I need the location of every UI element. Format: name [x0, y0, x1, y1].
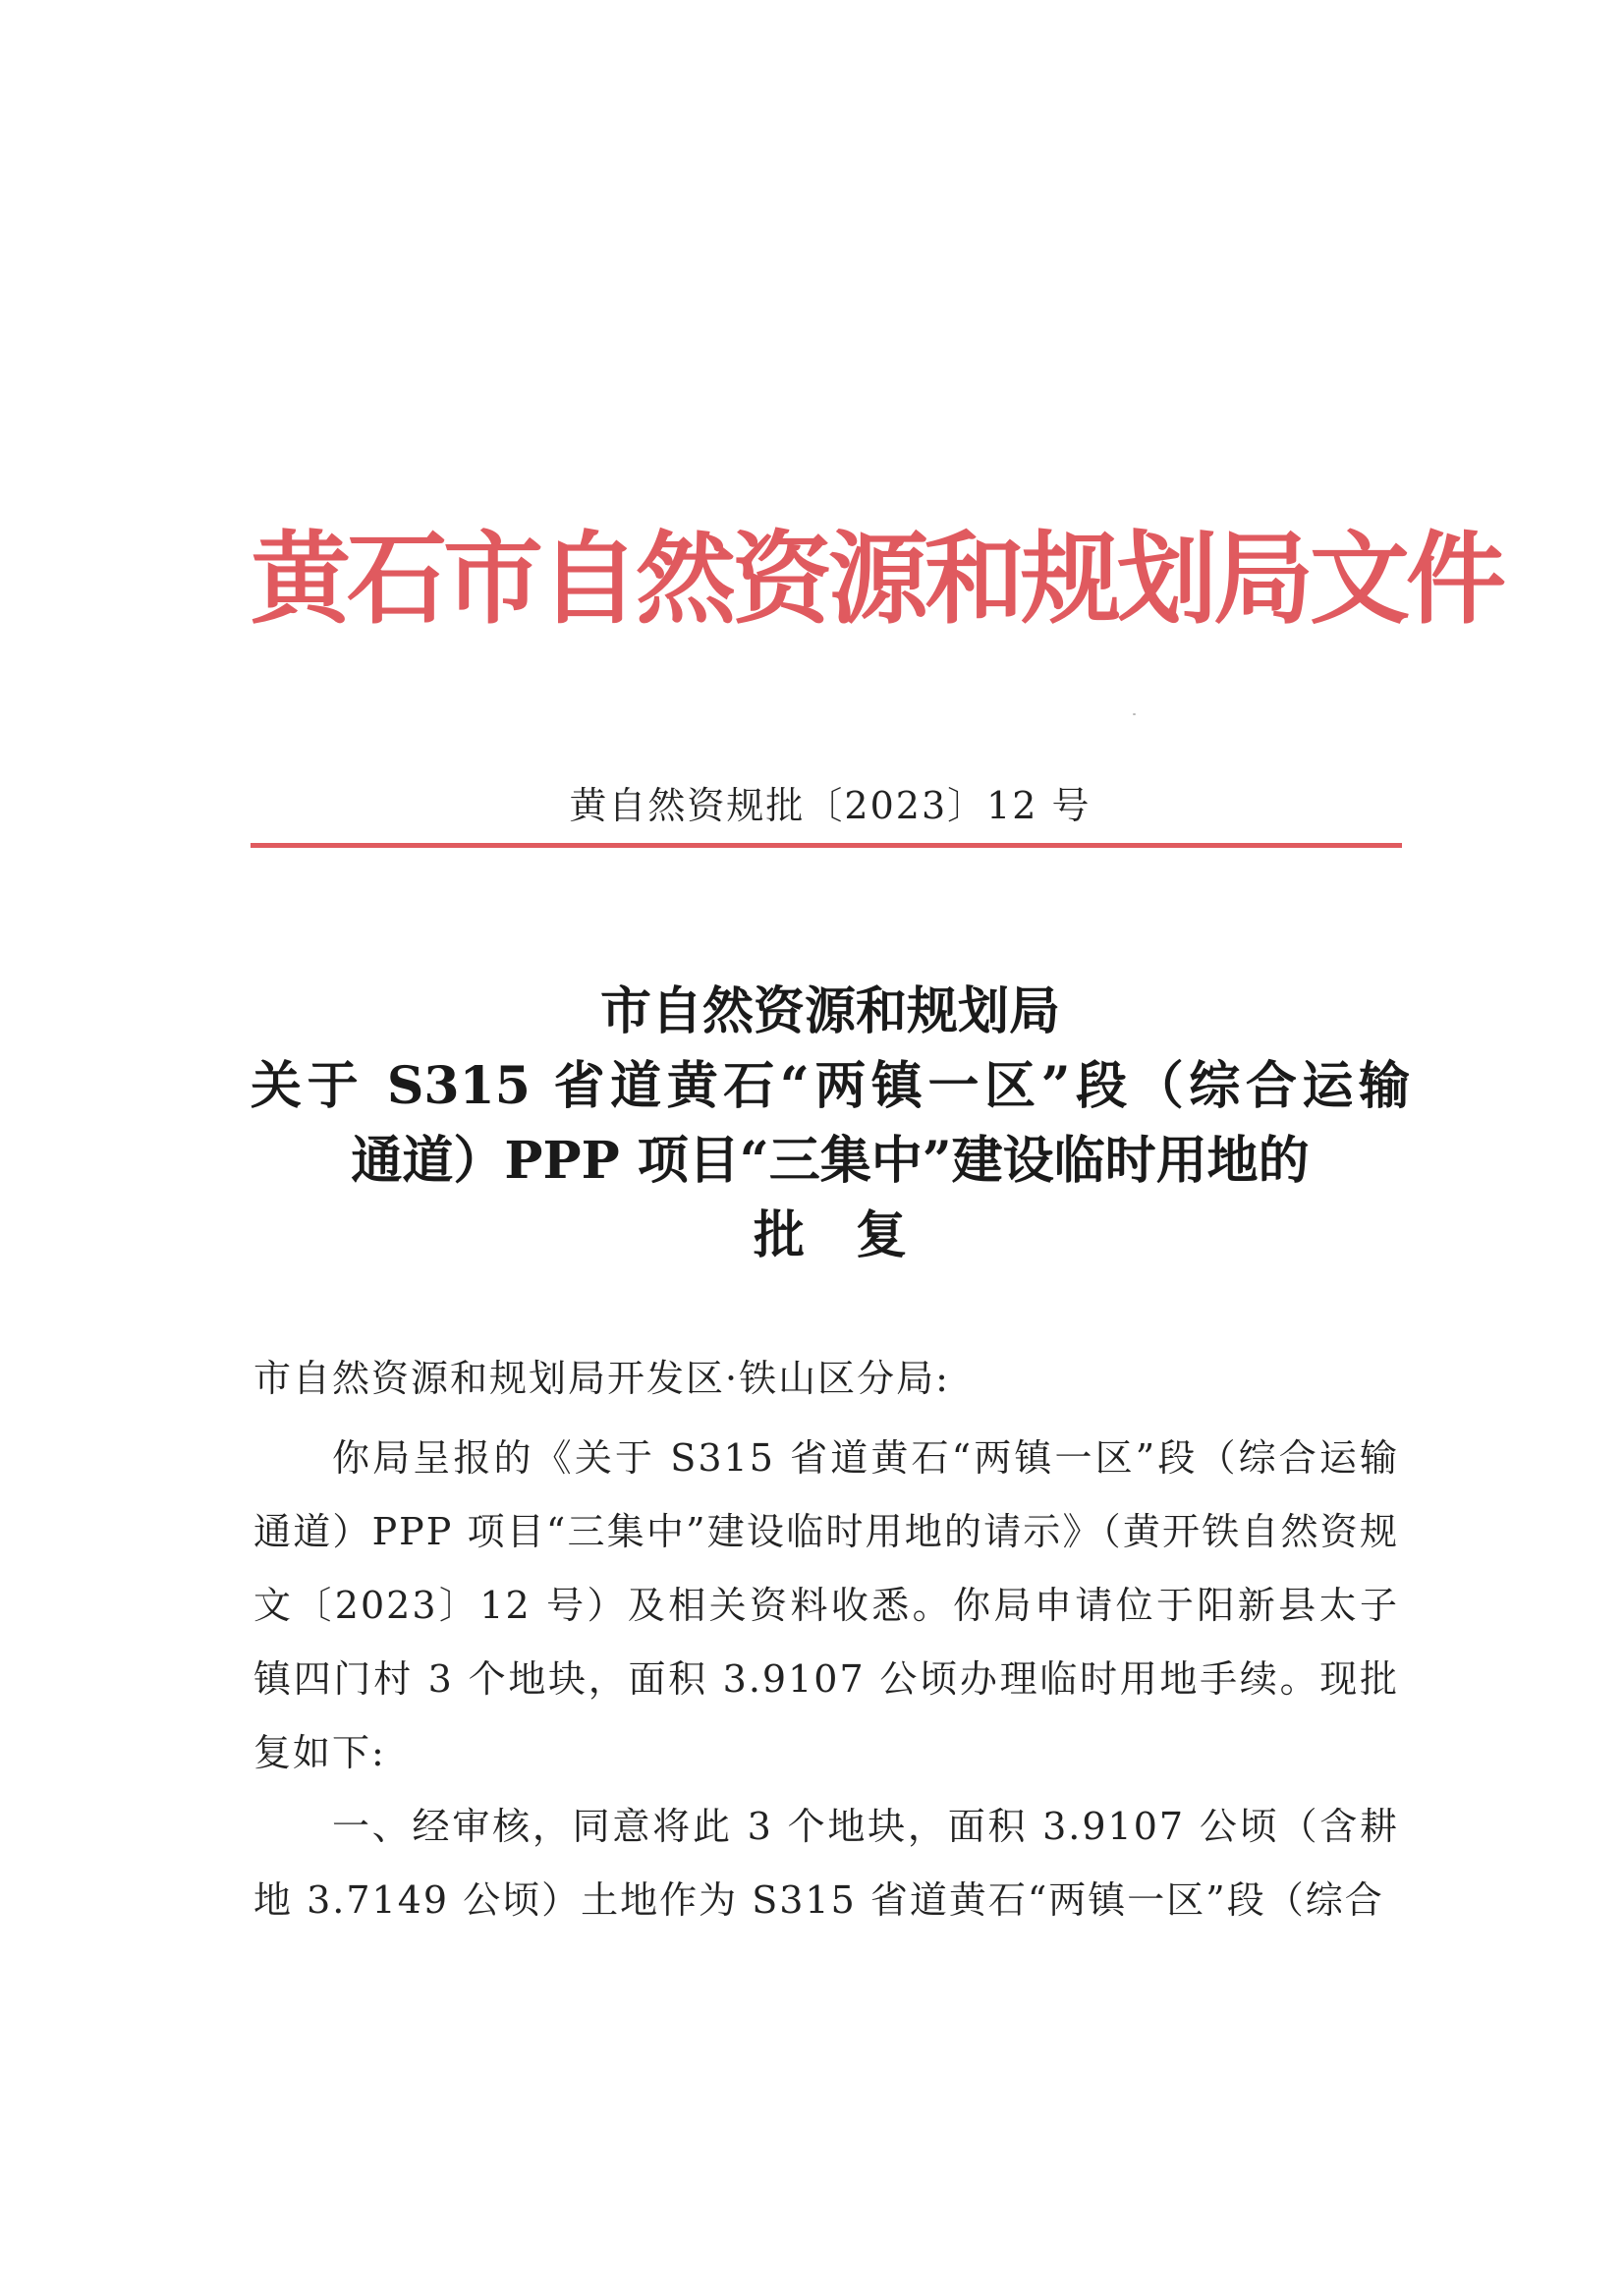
title-line-1: 市自然资源和规划局 [599, 981, 1060, 1041]
title-line-3: 通道）PPP 项目“三集中”建设临时用地的 [351, 1131, 1310, 1191]
body-paragraph-2: 一、经审核，同意将此 3 个地块，面积 3.9107 公顷（含耕地 3.7149 公顷）土地作为 S315 省道黄石“两镇一区”段（综合 [253, 1805, 1399, 1922]
title-line-2: 关于 S315 省道黄石“两镇一区”段（综合运输 [251, 1056, 1410, 1116]
masthead-title: 黄石市自然资源和规划局文件 [251, 521, 1502, 639]
title-line-4: 批 复 [753, 1205, 907, 1265]
body-paragraph-1: 你局呈报的《关于 S315 省道黄石“两镇一区”段（综合运输通道）PPP 项目“三集中”建设临时用地的请示》（黄开铁自然资规文〔2023〕12 号）及相关资料收悉。你局申请位于阳新县太子镇四门村 3 个地块，面积 3.9107 公顷办理临时用地手续。现批复如下: [253, 1436, 1399, 1774]
document-title [251, 975, 1410, 1273]
scan-speck [1133, 713, 1136, 715]
addressee: 市自然资源和规划局开发区·铁山区分局: [253, 1357, 950, 1400]
document-number: 黄自然资规批〔2023〕12 号 [569, 784, 1092, 827]
red-divider-line [251, 843, 1402, 848]
